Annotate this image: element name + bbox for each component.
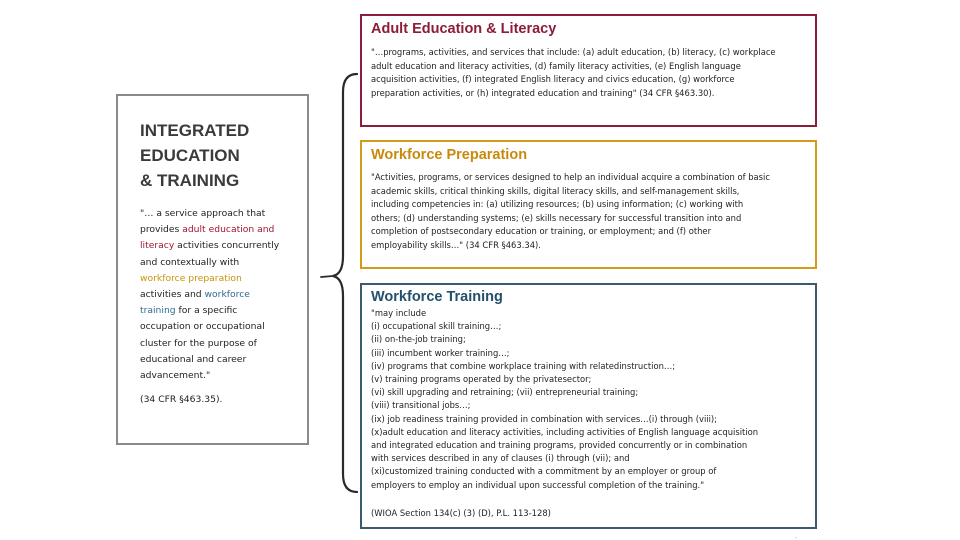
definition-line: (i) occupational skill training…; — [371, 321, 502, 332]
iet-title-line-3: & TRAINING — [140, 171, 240, 190]
definition-line: preparation activities, or (h) integrated education and training" (34 CFR §463.30). — [371, 87, 715, 98]
definition-line: (x)adult education and literacy activities, including activities of English language acquisition — [371, 426, 759, 437]
iet-line: activities and workforce — [140, 289, 250, 301]
highlight-adult-education: adult education and — [182, 224, 275, 236]
definition-line: adult education and literacy activities, (d) family literacy activities, (e) English language — [371, 60, 741, 71]
footer-mark: . — [795, 533, 797, 540]
definition-line: academic skills, critical thinking skills, digital literacy skills, and self-management skills, — [371, 185, 740, 196]
workforce-preparation-definition — [371, 171, 770, 253]
iet-line: cluster for the purpose of — [140, 337, 257, 349]
definition-line: (iv) programs that combine workplace training with relatedinstruction…; — [371, 360, 676, 371]
workforce-preparation-title: Workforce Preparation — [371, 147, 528, 163]
adult-education-title: Adult Education & Literacy — [371, 21, 557, 37]
definition-line: completion of postsecondary education or training, or employment; and (f) other — [371, 226, 712, 237]
iet-title-line-1: INTEGRATED — [140, 121, 250, 140]
curly-brace — [315, 60, 365, 520]
highlight-training: training — [140, 305, 176, 317]
definition-line: "…programs, activities, and services that include: (a) adult education, (b) literacy, (c) workplace — [371, 47, 776, 57]
iet-line: literacy activities concurrently — [140, 240, 280, 252]
definition-line: (ix) job readiness training provided in combination with services…(i) through (viii); — [371, 413, 718, 424]
iet-title-line-2: EDUCATION — [140, 146, 240, 165]
iet-line: occupation or occupational — [140, 321, 265, 333]
iet-line: educational and career — [140, 353, 247, 365]
iet-line: provides adult education and — [140, 224, 275, 236]
iet-line: training for a specific — [140, 305, 238, 317]
highlight-workforce: workforce — [204, 289, 250, 301]
iet-box — [116, 94, 309, 445]
iet-citation: (34 CFR §463.35). — [140, 394, 223, 405]
iet-line: and contextually with — [140, 256, 240, 268]
definition-line: (ii) on-the-job training; — [371, 334, 466, 345]
definition-line: "may include — [371, 308, 427, 318]
highlight-workforce-preparation: workforce preparation — [140, 272, 242, 284]
iet-line: "… a service approach that — [140, 208, 266, 219]
workforce-training-definition — [371, 307, 758, 492]
definition-line: (iii) incumbent worker training…; — [371, 347, 510, 358]
workforce-preparation-panel — [360, 140, 817, 269]
definition-line: and integrated education and training programs, provided concurrently or in combination — [371, 440, 748, 451]
definition-line: employers to employ an individual upon successful completion of the training." — [371, 479, 705, 490]
definition-line: others; (d) understanding systems; (e) skills necessary for successful transition into and — [371, 212, 742, 223]
definition-line: acquisition activities, (f) integrated English literacy and civics education, (g) workforce — [371, 74, 735, 85]
adult-education-panel — [360, 14, 817, 127]
iet-definition — [140, 206, 290, 384]
definition-line: "Activities, programs, or services designed to help an individual acquire a combination of basic — [371, 172, 770, 182]
iet-title — [140, 118, 305, 193]
highlight-literacy: literacy — [140, 240, 175, 252]
workforce-training-citation: (WIOA Section 134(c) (3) (D), P.L. 113-128) — [371, 508, 551, 518]
workforce-training-title: Workforce Training — [371, 289, 503, 305]
workforce-training-panel — [360, 283, 817, 529]
definition-line: employability skills…" (34 CFR §463.34). — [371, 239, 541, 250]
definition-line: (v) training programs operated by the privatesector; — [371, 374, 592, 385]
definition-line: (vi) skill upgrading and retraining; (vii) entrepreneurial training; — [371, 387, 639, 398]
iet-line: advancement." — [140, 370, 211, 382]
definition-line: (viii) transitional jobs…; — [371, 400, 471, 411]
definition-line: (xi)customized training conducted with a commitment by an employer or group of — [371, 466, 717, 477]
adult-education-definition — [371, 46, 776, 100]
definition-line: with services described in any of clauses (i) through (vii); and — [371, 453, 630, 464]
definition-line: including competencies in: (a) utilizing resources; (b) using information; (c) working with — [371, 199, 744, 210]
